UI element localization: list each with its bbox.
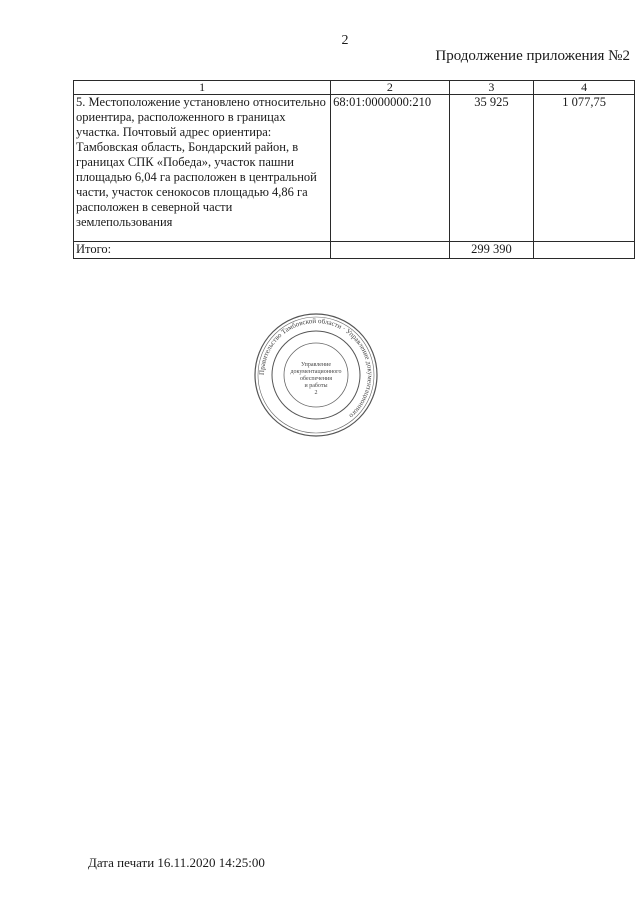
total-empty-cell	[331, 242, 449, 259]
svg-text:Правительство Тамбовской облас: Правительство Тамбовской области · Управление документационного	[257, 316, 375, 420]
page-number: 2	[341, 33, 349, 48]
svg-text:2: 2	[314, 390, 318, 396]
total-label: Итого:	[74, 242, 331, 259]
official-stamp	[253, 312, 379, 438]
total-empty-cell-2	[534, 242, 635, 259]
table-total-row	[74, 242, 635, 259]
land-table	[73, 80, 635, 259]
header-col-1: 1	[74, 81, 331, 95]
header-col-4: 4	[534, 81, 635, 95]
row-value: 1 077,75	[534, 95, 635, 242]
row-description: 5. Местоположение установлено относительно ориентира, расположенного в границах участка. Почтовый адрес ориентира: Тамбовская область, Бондарский район, в границах СПК «Победа», участок пашни площадью 6,04 га расположен в центральной части, участок сенокосов площадью 4,86 га расположен в северной части землепользования	[74, 95, 331, 242]
row-cadastral-number: 68:01:0000000:210	[331, 95, 449, 242]
appendix-label: Продолжение приложения №2	[435, 48, 630, 64]
total-area: 299 390	[449, 242, 534, 259]
row-area: 35 925	[449, 95, 534, 242]
svg-text:документационного: документационного	[290, 369, 342, 375]
header-col-3: 3	[449, 81, 534, 95]
svg-text:Управление: Управление	[300, 362, 332, 368]
svg-text:и работы: и работы	[304, 383, 328, 389]
svg-text:обеспечения: обеспечения	[299, 376, 333, 382]
table-header-row	[74, 81, 635, 95]
header-col-2: 2	[331, 81, 449, 95]
print-date: Дата печати 16.11.2020 14:25:00	[88, 855, 265, 870]
table-row	[74, 95, 635, 242]
